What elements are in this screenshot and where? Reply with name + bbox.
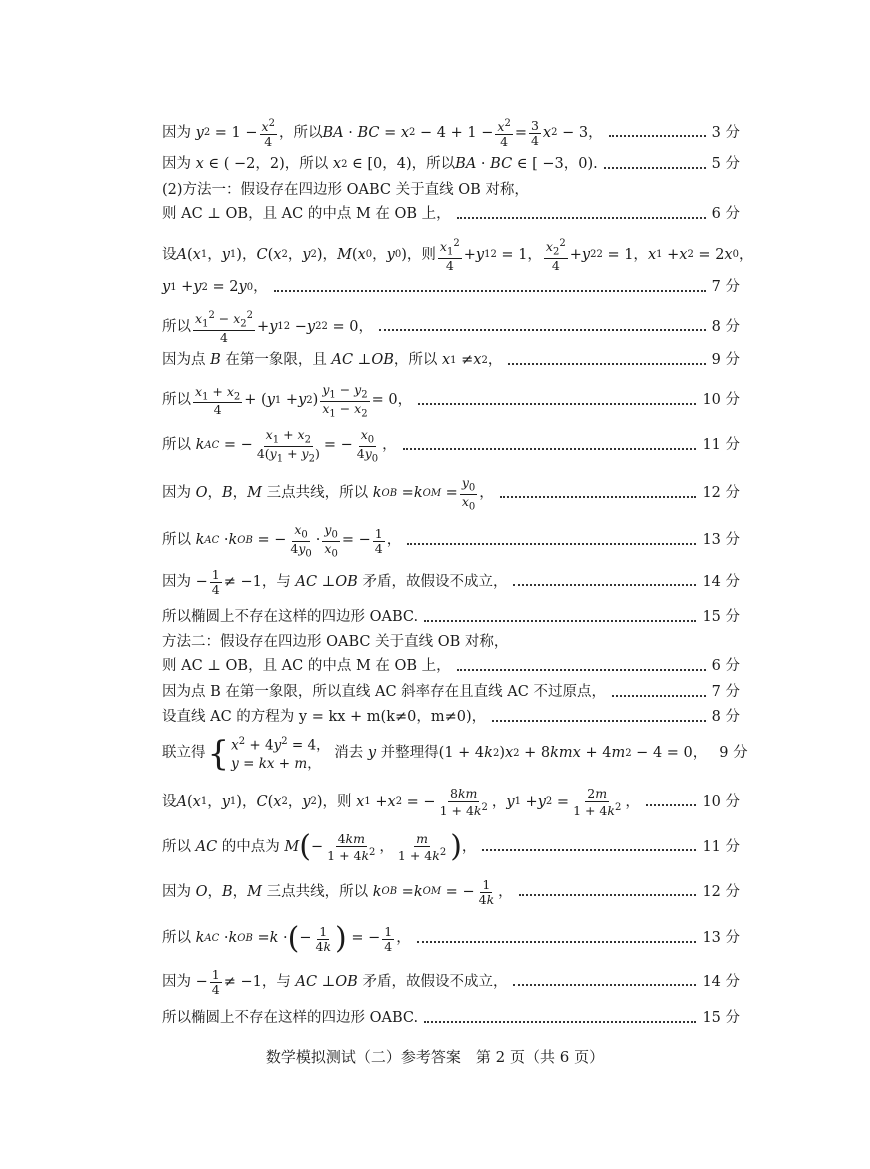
answer-line-23 bbox=[162, 921, 740, 956]
leader-dots bbox=[646, 804, 697, 806]
answer-line-2 bbox=[162, 156, 740, 173]
answer-line-11 bbox=[162, 476, 740, 512]
answer-line-24 bbox=[162, 968, 740, 997]
score-label: 10 分 bbox=[702, 392, 740, 409]
line-text: (2)方法一：假设存在四边形 OABC 关于直线 OB 对称， bbox=[162, 182, 529, 198]
answer-line-20 bbox=[162, 787, 740, 818]
score-label: 8 分 bbox=[711, 709, 740, 725]
answer-line-3 bbox=[162, 182, 740, 199]
score-label: 3 分 bbox=[711, 124, 740, 141]
leader-dots bbox=[424, 1021, 696, 1023]
leader-dots bbox=[407, 543, 696, 545]
leader-dots bbox=[379, 329, 706, 331]
score-label: 14 分 bbox=[702, 573, 740, 590]
line-text: 因为点 B 在第一象限，且 AC ⊥ OB ，所以 x 1 ≠ x 2 ， bbox=[162, 352, 503, 368]
score-label: 9 分 bbox=[711, 352, 740, 368]
line-text: 所以 $\frac{x_1^2 - x_2^2}{4}$ + y 1 2 − y 2 2 = 0， bbox=[162, 310, 373, 345]
leader-dots bbox=[418, 403, 696, 405]
score-label: 8 分 bbox=[711, 318, 740, 335]
score-label: 13 分 bbox=[702, 930, 740, 947]
leader-dots bbox=[513, 584, 696, 586]
score-label: 14 分 bbox=[702, 973, 740, 990]
line-text: 方法二：假设存在四边形 OABC 关于直线 OB 对称， bbox=[162, 634, 509, 650]
leader-dots bbox=[612, 695, 706, 697]
score-label: 7 分 bbox=[711, 684, 740, 700]
line-text: 因为 y 2 = 1 − $\frac{x^2}{4}$ ，所以 BA · BC = x 2 − 4 + 1 − $\frac{x^2}{4}$ = $\frac{3}{4}$ x 2 − 3， bbox=[162, 118, 603, 149]
line-text: y 1 + y 2 = 2 y 0 ， bbox=[162, 279, 268, 295]
line-text: 所以 AC 的中点为 M ( − $\frac{4km}{1 + 4k^2}$ ， $\frac{m}{1 + 4k^2}$ ) ， bbox=[162, 829, 477, 865]
leader-dots bbox=[508, 363, 705, 365]
answer-line-22 bbox=[162, 878, 740, 907]
leader-dots bbox=[513, 984, 696, 986]
answer-line-5 bbox=[162, 238, 754, 273]
line-text: 设直线 AC 的方程为 y = kx + m(k≠0，m≠0)， bbox=[162, 709, 487, 725]
answer-line-7 bbox=[162, 310, 740, 344]
line-text: 设 A ( x 1 ， y 1 )， C ( x 2 ， y 2 )，则 x 1 + x 2 = − $\frac{8km}{1 + 4k^2}$ ， y 1 + y 2 = $\frac{2m}{1 + 4k^2}$ ， bbox=[162, 786, 640, 818]
line-text: 设 A ( x 1 ， y 1 )， C ( x 2 ， y 2 )， M ( x 0 ， y 0 )，则 $\frac{x_1^2}{4}$ + y 1 2 = 1， $\frac{x_2^2}{4}$ + y 2 2 = 1， x 1 + x 2 = 2 x 0 ， bbox=[162, 238, 754, 273]
line-text: 则 AC ⊥ OB，且 AC 的中点 M 在 OB 上， bbox=[162, 206, 451, 222]
line-text: 所以 k AC · k OB = k · ( − $\frac{1}{4k}$ ) = − $\frac{1}{4}$ ， bbox=[162, 921, 411, 956]
score-label: 12 分 bbox=[702, 485, 740, 502]
leader-dots bbox=[417, 941, 697, 943]
score-label: 11 分 bbox=[702, 437, 740, 454]
line-text: 所以 $\frac{x_1 + x_2}{4}$ + ( y 1 + y 2 ) $\frac{y_1 - y_2}{x_1 - x_2}$ = 0， bbox=[162, 382, 413, 419]
answer-line-4 bbox=[162, 206, 740, 223]
answer-line-8 bbox=[162, 352, 740, 369]
answer-line-13 bbox=[162, 568, 740, 597]
score-label: 15 分 bbox=[702, 1010, 740, 1026]
leader-dots bbox=[609, 135, 706, 137]
line-text: 所以 k AC · k OB = − $\frac{x_0}{4y_0}$ · $\frac{y_0}{x_0}$ = − $\frac{1}{4}$ ， bbox=[162, 522, 402, 559]
leader-dots bbox=[519, 894, 697, 896]
line-text: 因为 − $\frac{1}{4}$ ≠ −1，与 AC ⊥ OB 矛盾，故假设不成立， bbox=[162, 567, 508, 597]
answer-line-1 bbox=[162, 118, 740, 149]
score-label: 11 分 bbox=[702, 838, 740, 855]
score-label: 13 分 bbox=[702, 532, 740, 549]
leader-dots bbox=[492, 720, 706, 722]
line-text: 所以椭圆上不存在这样的四边形 OABC. bbox=[162, 609, 419, 625]
answer-line-9 bbox=[162, 383, 740, 419]
leader-dots bbox=[457, 669, 706, 671]
answer-line-12 bbox=[162, 523, 740, 559]
score-label: 7 分 bbox=[711, 279, 740, 295]
answer-line-17 bbox=[162, 684, 740, 701]
leader-dots bbox=[604, 167, 706, 169]
score-label: 5 分 bbox=[711, 156, 740, 172]
answer-line-21 bbox=[162, 829, 740, 865]
page-footer: 数学模拟测试（二）参考答案 第 2 页（共 6 页） bbox=[265, 1048, 605, 1066]
line-text: 所以 k AC = − $\frac{x_1 + x_2}{4(y_1 + y_2)}$ = − $\frac{x_0}{4y_0}$ ， bbox=[162, 427, 397, 464]
line-text: 因为 O ， B ， M 三点共线，所以 k OB = k OM = $\frac{y_0}{x_0}$ ， bbox=[162, 475, 494, 512]
leader-dots bbox=[424, 620, 696, 622]
leader-dots bbox=[457, 217, 706, 219]
answer-line-19 bbox=[162, 733, 748, 774]
answer-line-16 bbox=[162, 658, 740, 675]
score-label: 6 分 bbox=[711, 206, 740, 222]
line-text: 因为 − $\frac{1}{4}$ ≠ −1，与 AC ⊥ OB 矛盾，故假设不成立， bbox=[162, 967, 508, 997]
score-label: 10 分 bbox=[702, 793, 740, 810]
line-text: 因为 x ∈ ( −2，2)，所以 x 2 ∈ [0，4)，所以 BA · BC ∈ [ −3，0). bbox=[162, 156, 598, 172]
answer-line-14 bbox=[162, 609, 740, 626]
line-text: 所以椭圆上不存在这样的四边形 OABC. bbox=[162, 1010, 419, 1026]
leader-dots bbox=[500, 496, 697, 498]
score-label: 9 分 bbox=[719, 745, 748, 762]
answer-line-6 bbox=[162, 279, 740, 296]
score-label: 6 分 bbox=[711, 658, 740, 674]
leader-dots bbox=[403, 448, 697, 450]
line-text: 则 AC ⊥ OB，且 AC 的中点 M 在 OB 上， bbox=[162, 658, 451, 674]
answer-line-18 bbox=[162, 709, 740, 726]
line-text: 联立得 { $x^2 + 4y^2 = 4$， y = kx + m， 消去 y 并整理得(1 + 4 k 2 ) x 2 + 8 kmx + 4 m 2 − 4 = 0， bbox=[162, 733, 708, 774]
line-text: 因为点 B 在第一象限，所以直线 AC 斜率存在且直线 AC 不过原点， bbox=[162, 684, 606, 700]
line-text: 因为 O ， B ， M 三点共线，所以 k OB = k OM = − $\frac{1}{4k}$ ， bbox=[162, 877, 513, 907]
answer-line-10 bbox=[162, 428, 740, 464]
leader-dots bbox=[482, 849, 696, 851]
answer-line-15 bbox=[162, 634, 740, 651]
answer-line-25 bbox=[162, 1010, 740, 1027]
score-label: 15 分 bbox=[702, 609, 740, 625]
score-label: 12 分 bbox=[702, 883, 740, 900]
leader-dots bbox=[274, 290, 706, 292]
